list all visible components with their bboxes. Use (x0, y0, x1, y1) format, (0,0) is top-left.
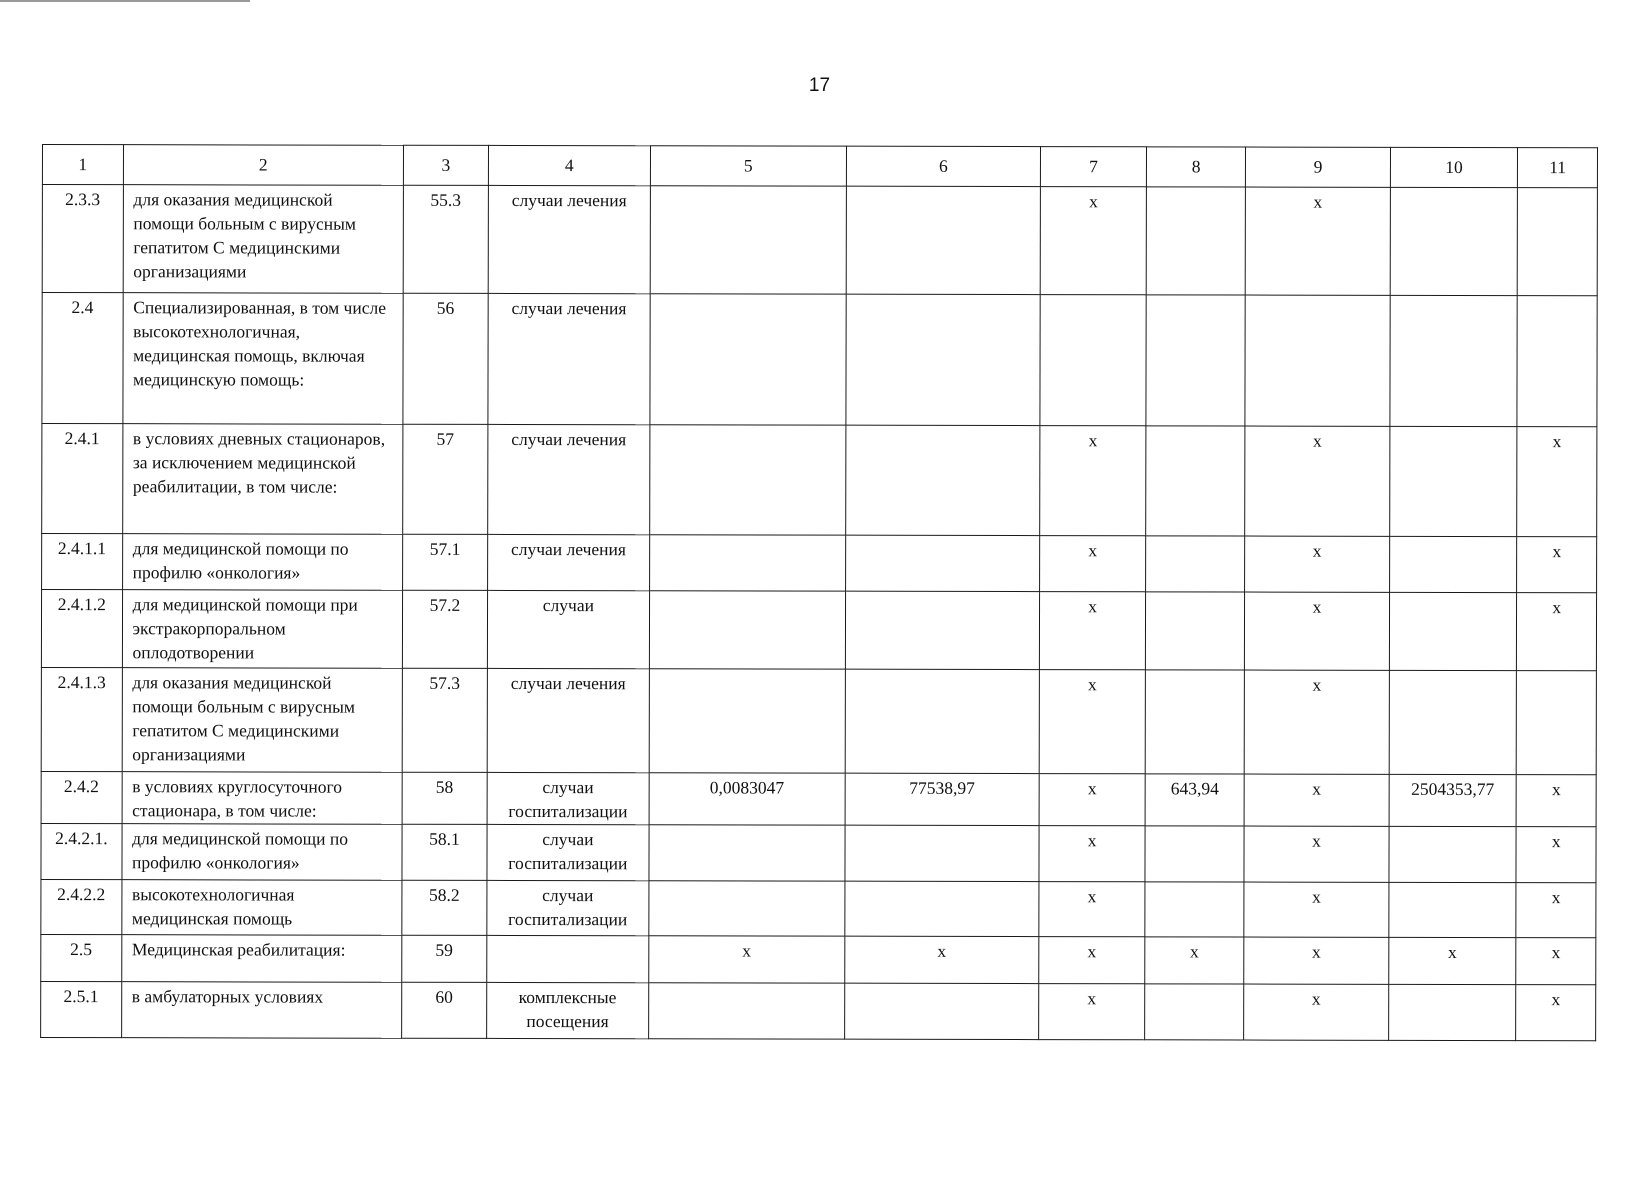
row-description: в условиях дневных стационаров, за исключением медицинской реабилитации, в том числе: (122, 424, 403, 535)
row-value-col6 (845, 825, 1040, 881)
row-unit: случаи госпитализации (487, 824, 649, 880)
row-value-col8 (1145, 826, 1245, 882)
row-value-col9: х (1244, 984, 1389, 1040)
row-value-col11: х (1517, 593, 1597, 671)
row-value-col5 (649, 591, 845, 669)
row-description: высокотехнологичная медицинская помощь (121, 880, 402, 936)
row-value-col7: х (1040, 187, 1146, 295)
row-value-col5 (649, 881, 845, 936)
row-code: 2.4.2 (41, 771, 122, 823)
table-row (41, 981, 1596, 1040)
row-value-col9: х (1245, 592, 1390, 670)
column-number: 3 (403, 145, 488, 185)
row-value-col5: х (649, 936, 845, 983)
row-value-col5 (650, 535, 846, 591)
row-value-col9: х (1246, 187, 1391, 295)
row-value-col7: х (1040, 592, 1146, 670)
table-body (41, 145, 1598, 1041)
row-code: 2.3.3 (42, 185, 123, 293)
row-code: 2.4.1.2 (41, 590, 122, 668)
row-value-col8 (1145, 536, 1245, 592)
row-line-number: 58.1 (402, 824, 487, 880)
row-line-number: 56 (403, 293, 488, 424)
page-number: 17 (808, 75, 831, 96)
row-value-col8 (1146, 187, 1246, 295)
row-value-col6: х (844, 936, 1039, 983)
table-row (41, 590, 1596, 671)
row-value-col7: х (1040, 426, 1146, 536)
row-code: 2.5 (41, 934, 122, 981)
row-value-col6 (844, 983, 1039, 1039)
row-unit: случаи госпитализации (487, 772, 649, 824)
row-value-col7: х (1039, 774, 1145, 826)
column-number: 11 (1518, 148, 1598, 188)
row-description: в условиях круглосуточного стационара, в том числе: (122, 772, 403, 825)
column-number: 10 (1390, 147, 1518, 187)
row-code: 2.4.2.1. (41, 823, 122, 879)
row-description: для оказания медицинской помощи больным с вирусным гепатитом С медицинскими организациями (123, 185, 404, 294)
scan-edge-mark (0, 0, 250, 2)
table-header-row (42, 145, 1597, 188)
row-value-col8: х (1145, 937, 1245, 984)
column-number: 7 (1041, 147, 1147, 187)
table-row (42, 534, 1597, 593)
row-description: в амбулаторных условиях (121, 982, 402, 1039)
row-value-col8: 643,94 (1145, 774, 1245, 826)
row-code: 2.4.1.3 (41, 667, 122, 771)
row-value-col7 (1040, 295, 1146, 426)
row-value-col9: х (1244, 774, 1389, 826)
row-unit: случаи лечения (487, 668, 649, 772)
row-value-col8 (1146, 426, 1246, 536)
row-value-col9: х (1244, 826, 1389, 882)
row-value-col6: 77538,97 (845, 773, 1040, 825)
row-description: Медицинская реабилитация: (121, 935, 402, 983)
row-code: 2.4.2.2 (41, 879, 122, 934)
row-value-col6 (846, 186, 1041, 294)
row-value-col9: х (1245, 536, 1390, 592)
row-line-number: 57.3 (402, 668, 487, 772)
row-value-col10 (1389, 592, 1517, 670)
row-value-col5: 0,0083047 (649, 773, 845, 825)
row-value-col7: х (1039, 984, 1145, 1040)
row-description: для медицинской помощи по профилю «онкология» (122, 824, 403, 881)
row-value-col8 (1145, 984, 1245, 1040)
row-value-col6 (845, 669, 1040, 773)
row-value-col7: х (1039, 937, 1145, 984)
row-value-col6 (845, 425, 1040, 535)
row-value-col8 (1146, 295, 1246, 426)
row-description: для медицинской помощи по профилю «онкология» (122, 534, 403, 591)
row-value-col6 (845, 591, 1040, 669)
row-value-col11: х (1516, 938, 1596, 985)
row-value-col5 (650, 294, 846, 425)
table-row (41, 934, 1596, 984)
table-row (41, 879, 1596, 937)
row-value-col6 (844, 881, 1039, 936)
row-unit: случаи лечения (488, 293, 650, 424)
row-value-col11: х (1517, 427, 1597, 537)
row-value-col11 (1517, 671, 1597, 775)
row-code: 2.5.1 (41, 981, 122, 1037)
row-value-col5 (650, 425, 846, 535)
row-value-col11: х (1516, 827, 1596, 883)
row-value-col9: х (1244, 882, 1389, 937)
row-value-col10 (1388, 984, 1516, 1040)
row-unit: случаи лечения (487, 534, 649, 590)
row-value-col10 (1390, 295, 1518, 426)
row-description: Специализированная, в том числе высокотехнологичная, медицинская помощь, включая медицинскую помощь: (122, 293, 403, 425)
row-unit (486, 935, 648, 982)
row-value-col8 (1145, 670, 1245, 774)
row-value-col7: х (1040, 536, 1146, 592)
row-line-number: 58.2 (402, 880, 487, 935)
table-row (42, 185, 1597, 296)
column-number: 6 (846, 146, 1041, 186)
row-value-col10: 2504353,77 (1389, 774, 1517, 826)
table-row (42, 293, 1597, 427)
row-line-number: 57 (403, 424, 488, 534)
row-line-number: 60 (402, 982, 487, 1038)
row-value-col5 (649, 983, 845, 1039)
row-unit: случаи (487, 590, 649, 668)
column-number: 1 (42, 145, 123, 185)
row-unit: случаи лечения (487, 424, 649, 534)
row-code: 2.4 (42, 293, 123, 424)
row-value-col7: х (1039, 882, 1145, 937)
row-unit: случаи лечения (488, 185, 650, 293)
row-value-col11: х (1516, 775, 1596, 827)
row-value-col10 (1389, 670, 1517, 774)
row-line-number: 55.3 (403, 185, 488, 293)
column-number: 9 (1246, 147, 1390, 187)
row-value-col11: х (1516, 883, 1596, 938)
row-value-col10 (1390, 187, 1518, 295)
column-number: 4 (488, 145, 650, 185)
row-description: для медицинской помощи при экстракорпоральном оплодотворении (122, 590, 403, 669)
row-value-col8 (1145, 592, 1245, 670)
row-value-col6 (846, 294, 1041, 425)
row-value-col11 (1517, 296, 1597, 427)
row-value-col10: х (1388, 937, 1516, 984)
row-line-number: 58 (402, 772, 487, 824)
row-value-col8 (1145, 882, 1245, 937)
row-value-col11: х (1517, 537, 1597, 593)
row-value-col10 (1389, 536, 1517, 592)
row-value-col6 (845, 535, 1040, 591)
column-number: 8 (1146, 147, 1245, 187)
row-value-col9: х (1245, 426, 1390, 536)
row-value-col5 (650, 186, 846, 294)
table-row (42, 424, 1597, 537)
row-line-number: 59 (402, 935, 487, 982)
data-table (40, 144, 1598, 1041)
row-value-col5 (649, 669, 845, 773)
row-value-col9: х (1245, 670, 1390, 774)
row-code: 2.4.1 (42, 424, 123, 534)
column-number: 5 (650, 146, 846, 186)
row-value-col10 (1389, 826, 1517, 882)
row-value-col11: х (1516, 985, 1596, 1041)
row-value-col9 (1245, 295, 1390, 426)
row-line-number: 57.1 (403, 534, 488, 590)
row-value-col9: х (1244, 937, 1389, 984)
row-description: для оказания медицинской помощи больным с вирусным гепатитом С медицинскими организациями (122, 668, 403, 773)
row-value-col10 (1389, 882, 1517, 937)
row-unit: случаи госпитализации (487, 880, 649, 935)
table-row (41, 771, 1596, 826)
row-value-col5 (649, 825, 845, 881)
row-unit: комплексные посещения (486, 982, 648, 1038)
row-value-col10 (1389, 426, 1517, 536)
table-row (41, 667, 1596, 774)
row-code: 2.4.1.1 (42, 534, 123, 590)
row-value-col11 (1518, 188, 1598, 296)
column-number: 2 (123, 145, 404, 186)
row-line-number: 57.2 (402, 590, 487, 668)
row-value-col7: х (1039, 826, 1145, 882)
row-value-col7: х (1039, 670, 1145, 774)
table-row (41, 823, 1596, 882)
